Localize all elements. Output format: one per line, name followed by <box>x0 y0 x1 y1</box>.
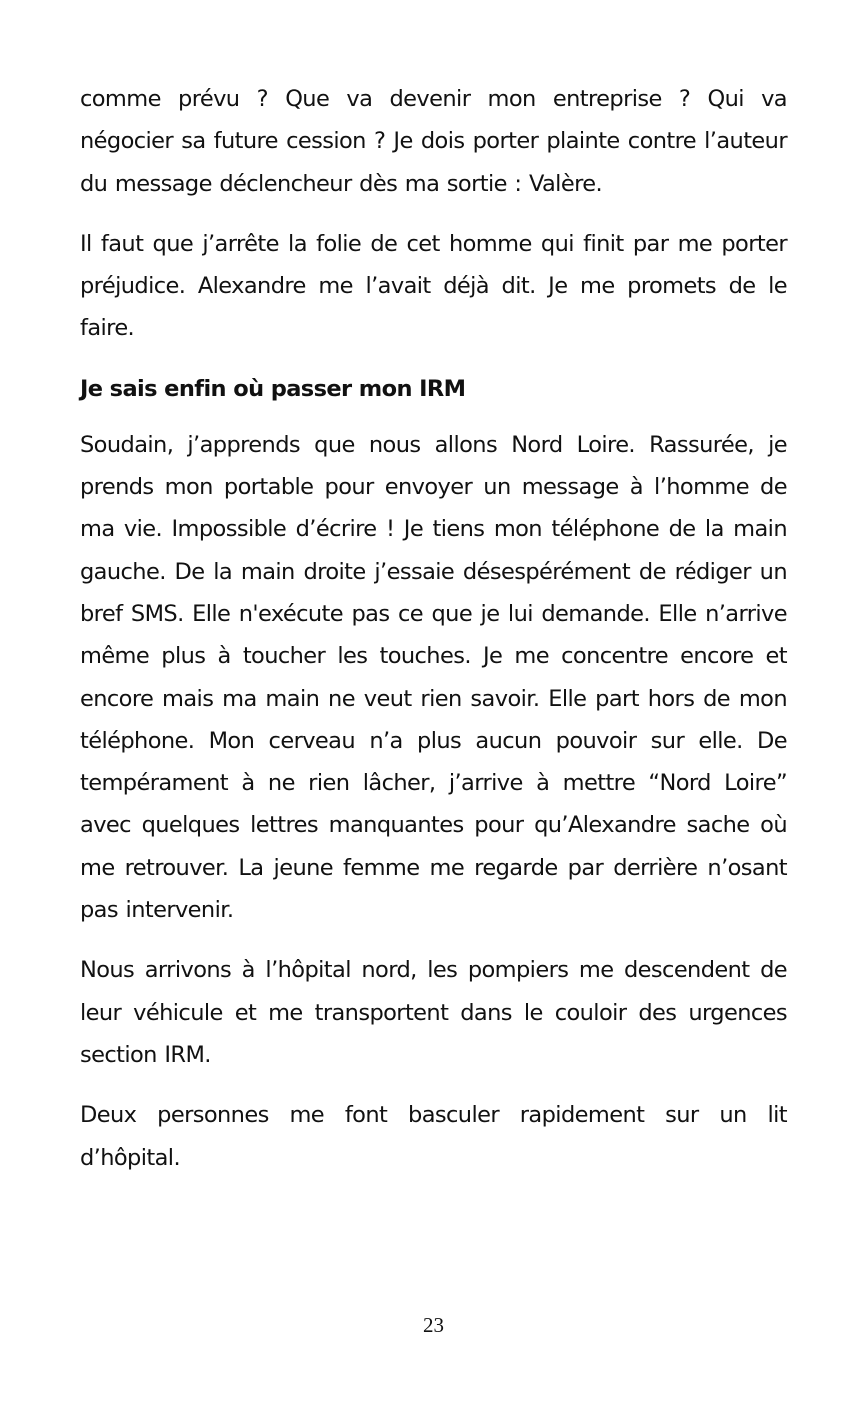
paragraph-4: Nous arrivons à l’hôpital nord, les pompiers me descendent de leur véhicule et me transportent dans le couloir des urgences section IRM. <box>80 957 787 1068</box>
paragraph-5: Deux personnes me font basculer rapidement sur un lit d’hôpital. <box>80 1102 787 1171</box>
paragraph-1: comme prévu ? Que va devenir mon entreprise ? Qui va négocier sa future cession ? Je dois porter plainte contre l’auteur du message déclencheur dès ma sortie : Valère. <box>80 86 787 197</box>
paragraph-3: Soudain, j’apprends que nous allons Nord Loire. Rassurée, je prends mon portable pour envoyer un message à l’homme de ma vie. Impossible d’écrire ! Je tiens mon téléphone de la main gauche. De la main droite j’essaie désespérément de rédiger un bref SMS. Elle n'exécute pas ce que je lui demande. Elle n’arrive même plus à toucher les touches. Je me concentre encore et encore mais ma main ne veut rien savoir. Elle part hors de mon téléphone. Mon cerveau n’a plus aucun pouvoir sur elle. De tempérament à ne rien lâcher, j’arrive à mettre “Nord Loire” avec quelques lettres manquantes pour qu’Alexandre sache où me retrouver. La jeune femme me regarde par derrière n’osant pas intervenir. <box>80 431 787 924</box>
page-number: 23 <box>423 1313 444 1337</box>
paragraph-2: Il faut que j’arrête la folie de cet homme qui finit par me porter préjudice. Alexandre me l’avait déjà dit. Je me promets de le faire. <box>80 230 787 342</box>
section-heading: Je sais enfin où passer mon IRM <box>80 375 466 402</box>
page-body <box>80 78 787 1197</box>
